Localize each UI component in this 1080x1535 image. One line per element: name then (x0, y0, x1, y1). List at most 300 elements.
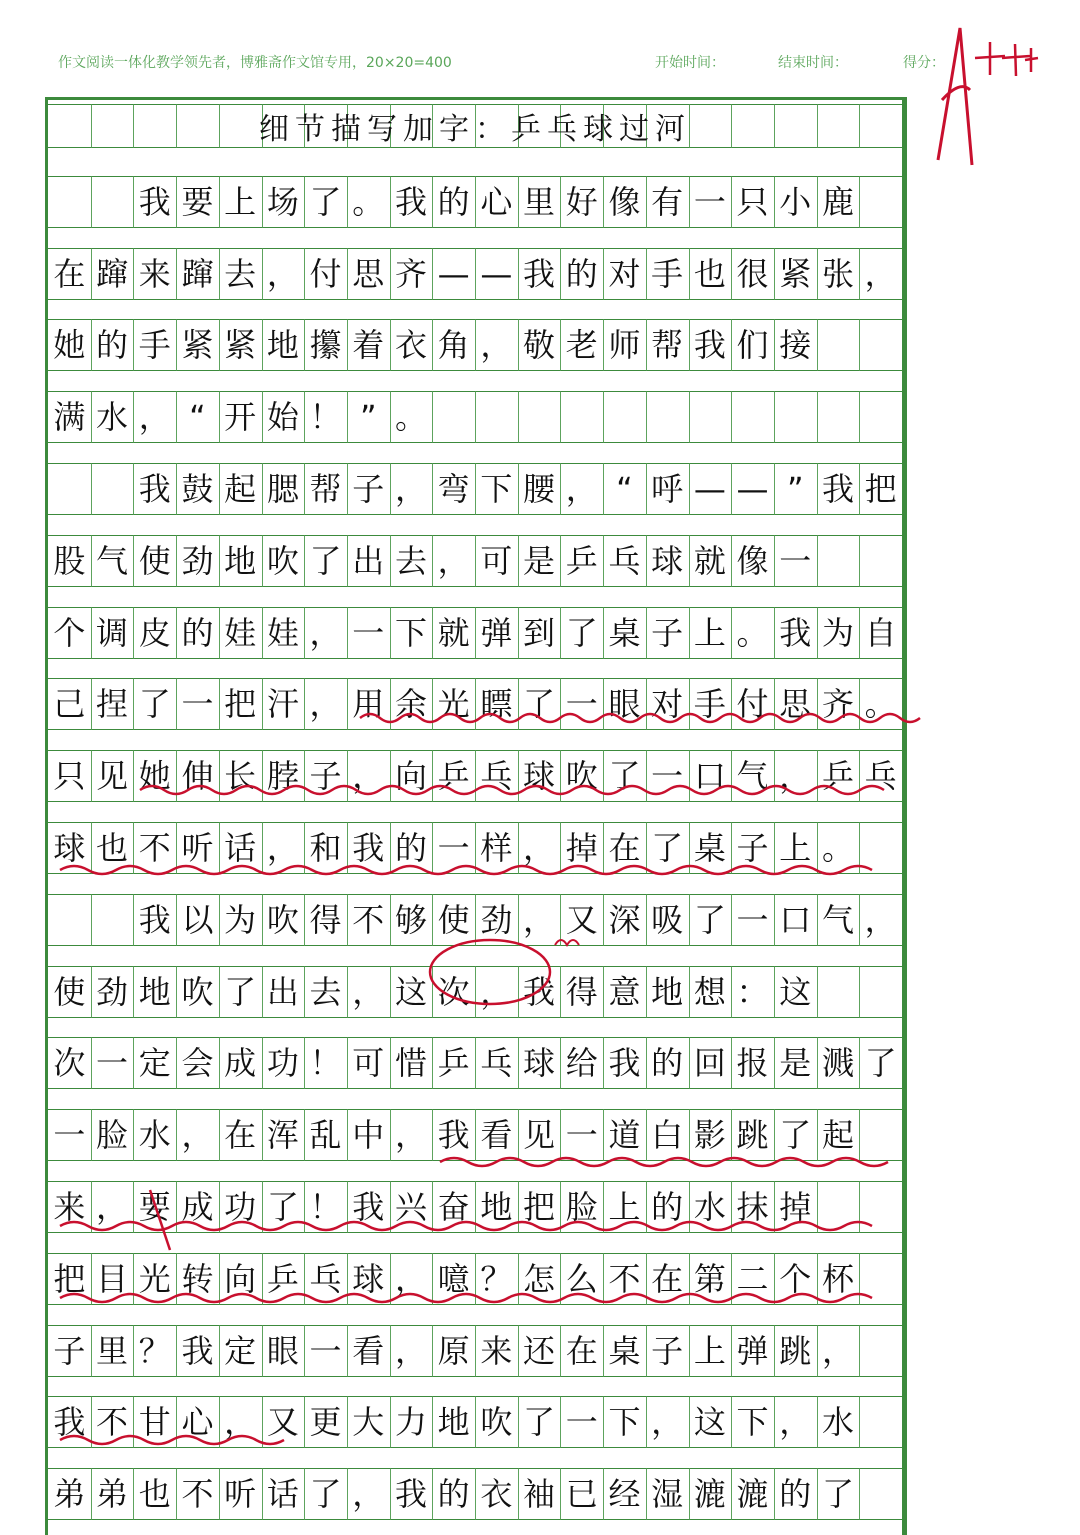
essay-char: 样 (480, 829, 513, 867)
essay-char: 。 (352, 182, 385, 221)
essay-line (48, 894, 902, 946)
essay-char: 抹 (736, 1188, 769, 1226)
essay-char: 地 (480, 1188, 513, 1226)
essay-char: 下 (394, 613, 427, 652)
essay-char: 帮 (309, 470, 342, 508)
essay-char: 成 (181, 1188, 214, 1226)
essay-char: 回 (693, 1044, 726, 1083)
essay-char: ， (138, 398, 171, 437)
essay-char: ： (736, 972, 769, 1011)
essay-char: 紧 (779, 254, 812, 293)
essay-char: 水 (693, 1188, 726, 1226)
essay-char: 我 (138, 470, 171, 508)
essay-char: 眼 (266, 1331, 299, 1370)
essay-char: 次 (53, 1044, 86, 1083)
essay-char: 功 (224, 1188, 257, 1226)
essay-char: 使 (138, 541, 171, 580)
essay-char: 桌 (608, 1331, 641, 1370)
essay-char: 我 (138, 900, 171, 939)
essay-line (48, 248, 902, 300)
essay-char: 汗 (266, 685, 299, 724)
essay-char: 个 (53, 613, 86, 652)
essay-char: ， (779, 757, 812, 796)
essay-char: 去 (309, 972, 342, 1011)
essay-char: 道 (608, 1116, 641, 1155)
essay-char: 长 (224, 757, 257, 796)
essay-char: 想 (693, 972, 726, 1011)
essay-char: 角 (437, 326, 470, 365)
essay-char: ， (96, 1188, 129, 1226)
essay-char: 有 (651, 182, 684, 221)
essay-char: 地 (266, 326, 299, 365)
essay-char: 惜 (394, 1044, 427, 1083)
essay-char: 乓 (608, 541, 641, 580)
essay-char: 的 (779, 1475, 812, 1514)
essay-line-row (48, 1037, 902, 1089)
essay-char: 听 (181, 829, 214, 867)
essay-char: 把 (523, 1188, 556, 1226)
essay-char: 眼 (608, 685, 641, 724)
essay-char: 了 (266, 1188, 299, 1226)
essay-char: 球 (53, 829, 86, 867)
essay-char: — (437, 254, 470, 293)
essay-char (96, 904, 128, 936)
essay-char: 像 (736, 541, 769, 580)
essay-char: 了 (565, 613, 598, 652)
essay-char: 我 (138, 182, 171, 221)
essay-line (48, 176, 902, 228)
essay-char: 够 (394, 900, 427, 939)
essay-line-row (48, 894, 902, 946)
essay-char: 们 (736, 326, 769, 365)
essay-char: 球 (352, 1259, 385, 1298)
essay-char: 乱 (309, 1116, 342, 1155)
essay-char: ， (480, 326, 513, 365)
essay-char: 下 (608, 1403, 641, 1442)
essay-char: 噫 (437, 1259, 470, 1298)
essay-char: 定 (224, 1331, 257, 1370)
essay-char: 在 (224, 1116, 257, 1155)
essay-char: 杯 (821, 1259, 854, 1298)
essay-char: 腰 (523, 470, 556, 508)
essay-line-row (48, 1468, 902, 1520)
essay-char: 娃 (266, 613, 299, 652)
essay-char: 奋 (437, 1188, 470, 1226)
essay-char: ！ (309, 1044, 342, 1083)
essay-char: 怎 (523, 1259, 556, 1298)
essay-char: 蹿 (181, 254, 214, 293)
essay-char: 一 (352, 613, 385, 652)
essay-char: 对 (651, 685, 684, 724)
essay-char: 接 (779, 326, 812, 365)
essay-char: 要 (138, 1188, 171, 1226)
essay-char: 漉 (736, 1475, 769, 1514)
essay-char: ， (523, 900, 556, 939)
essay-char: 吹 (565, 757, 598, 796)
essay-char (53, 904, 85, 936)
essay-char: 在 (565, 1331, 598, 1370)
essay-char: 就 (437, 613, 470, 652)
essay-char: ， (224, 1403, 257, 1442)
essay-char: 吹 (266, 541, 299, 580)
essay-char: 脸 (565, 1188, 598, 1226)
essay-char: ， (394, 1331, 427, 1370)
essay-char: 自 (864, 613, 897, 652)
essay-char: 师 (608, 326, 641, 365)
essay-line-row (48, 463, 902, 515)
essay-char: 见 (523, 1116, 556, 1155)
essay-char: 心 (480, 182, 513, 221)
essay-char: 目 (96, 1259, 129, 1298)
essay-char: 原 (437, 1331, 470, 1370)
essay-line-row (48, 391, 902, 443)
essay-char: 吹 (266, 900, 299, 939)
essay-line (48, 750, 902, 802)
essay-char: 的 (651, 1188, 684, 1226)
essay-char: 出 (352, 541, 385, 580)
essay-char: 我 (693, 326, 726, 365)
essay-char: 也 (96, 829, 129, 867)
essay-char: 地 (138, 972, 171, 1011)
essay-char: 弹 (736, 1331, 769, 1370)
essay-char: 又 (565, 900, 598, 939)
essay-char: 中 (352, 1116, 385, 1155)
essay-char: 的 (96, 326, 129, 365)
essay-char: 子 (736, 829, 769, 867)
essay-char: 一 (565, 1116, 598, 1155)
essay-char: 功 (266, 1044, 299, 1083)
essay-char: 乓 (480, 757, 513, 796)
essay-line (48, 822, 902, 874)
essay-char: 上 (608, 1188, 641, 1226)
essay-char: 向 (394, 757, 427, 796)
essay-char: 了 (309, 182, 342, 221)
essay-char: 我 (608, 1044, 641, 1083)
essay-char: 我 (181, 1331, 214, 1370)
essay-char: 和 (309, 829, 342, 867)
essay-char: 可 (480, 541, 513, 580)
essay-char: 用 (352, 685, 385, 724)
essay-char: 见 (96, 757, 129, 796)
essay-char: 皮 (138, 613, 171, 652)
essay-char: 子 (53, 1331, 86, 1370)
essay-title: 细节描写加字：乒乓球过河 (259, 112, 691, 147)
essay-char: 齐 (394, 254, 427, 293)
essay-char: 乓 (480, 1044, 513, 1083)
essay-char: 球 (523, 1044, 556, 1083)
margin-line (905, 97, 907, 1535)
essay-char: 气 (96, 541, 129, 580)
essay-char: ， (779, 1403, 812, 1442)
essay-line-row (48, 1181, 902, 1233)
essay-char: 里 (96, 1331, 129, 1370)
essay-char: 衣 (480, 1475, 513, 1514)
essay-char: “ (616, 470, 633, 508)
essay-char: 上 (224, 182, 257, 221)
essay-char: — (693, 470, 726, 508)
essay-char: 了 (864, 1044, 897, 1083)
essay-char: ， (821, 1331, 854, 1370)
essay-char: ， (309, 685, 342, 724)
essay-char: 手 (651, 254, 684, 293)
essay-char: 我 (437, 1116, 470, 1155)
essay-char: 捏 (96, 685, 129, 724)
essay-char: 不 (138, 829, 171, 867)
essay-char: 听 (224, 1475, 257, 1514)
essay-char: 来 (480, 1331, 513, 1370)
essay-char: 伸 (181, 757, 214, 796)
essay-char: 就 (693, 541, 726, 580)
essay-char: 一 (96, 1044, 129, 1083)
essay-char: 一 (309, 1331, 342, 1370)
essay-char: 的 (651, 1044, 684, 1083)
essay-char: 一 (736, 900, 769, 939)
essay-char: 我 (779, 613, 812, 652)
essay-char: 吹 (181, 972, 214, 1011)
essay-char: 像 (608, 182, 641, 221)
essay-char: 老 (565, 326, 598, 365)
essay-char: 意 (608, 972, 641, 1011)
essay-char: 跳 (779, 1331, 812, 1370)
essay-char: 劲 (480, 900, 513, 939)
essay-char: 。 (864, 685, 897, 724)
essay-char: 水 (821, 1403, 854, 1442)
essay-char: 腮 (266, 470, 299, 508)
essay-line-row (48, 1325, 902, 1377)
essay-char: 的 (565, 254, 598, 293)
essay-char: 的 (437, 182, 470, 221)
essay-char: 了 (608, 757, 641, 796)
essay-char: 不 (352, 900, 385, 939)
essay-char: 很 (736, 254, 769, 293)
essay-char: 定 (138, 1044, 171, 1083)
essay-char: 深 (608, 900, 641, 939)
essay-char: 得 (309, 900, 342, 939)
essay-line (48, 1037, 902, 1089)
essay-char: 弟 (96, 1475, 129, 1514)
essay-char: ， (266, 254, 299, 293)
essay-char: 为 (821, 613, 854, 652)
essay-char: 思 (779, 685, 812, 724)
essay-char: 张 (821, 254, 854, 293)
essay-line (48, 1181, 902, 1233)
essay-char: 气 (821, 900, 854, 939)
essay-line-row (48, 966, 902, 1018)
essay-char: 脸 (96, 1116, 129, 1155)
essay-char: 上 (693, 1331, 726, 1370)
essay-char: 了 (138, 685, 171, 724)
essay-char: 只 (53, 757, 86, 796)
essay-line (48, 607, 902, 659)
essay-char: 乒 (565, 541, 598, 580)
essay-char: 她 (53, 326, 86, 365)
essay-line-row (48, 1396, 902, 1448)
essay-char: 吸 (651, 900, 684, 939)
essay-char: 乓 (309, 1259, 342, 1298)
essay-char: 了 (779, 1116, 812, 1155)
essay-char: ， (352, 972, 385, 1011)
essay-char: 已 (565, 1475, 598, 1514)
essay-char: 开 (224, 398, 257, 437)
essay-char: 乒 (266, 1259, 299, 1298)
essay-char: 次 (437, 972, 470, 1011)
essay-char: 我 (394, 182, 427, 221)
essay-char: 蹿 (96, 254, 129, 293)
essay-char: ， (864, 254, 897, 293)
essay-char: 场 (266, 182, 299, 221)
essay-char: ！ (309, 398, 342, 437)
essay-char: 地 (651, 972, 684, 1011)
essay-char: 来 (138, 254, 171, 293)
essay-char: 始 (266, 398, 299, 437)
essay-char: 把 (224, 685, 257, 724)
essay-line (48, 1253, 902, 1305)
essay-char: 好 (565, 182, 598, 221)
essay-char: 子 (352, 470, 385, 508)
essay-char: 呼 (651, 470, 684, 508)
essay-char: 不 (181, 1475, 214, 1514)
essay-char: 出 (266, 972, 299, 1011)
essay-char: 把 (53, 1259, 86, 1298)
essay-char: 地 (437, 1403, 470, 1442)
essay-char: 的 (394, 829, 427, 867)
essay-char: 看 (480, 1116, 513, 1155)
essay-char: 水 (138, 1116, 171, 1155)
essay-char: 了 (523, 685, 556, 724)
essay-char: 手 (693, 685, 726, 724)
essay-char: ， (181, 1116, 214, 1155)
essay-char: 得 (565, 972, 598, 1011)
essay-line-row (48, 1253, 902, 1305)
essay-char: ， (394, 470, 427, 508)
paper-header (0, 0, 1080, 100)
essay-char: 地 (224, 541, 257, 580)
essay-char: 看 (352, 1331, 385, 1370)
essay-char: 来 (53, 1188, 86, 1226)
essay-char: 为 (224, 900, 257, 939)
essay-char: ？ (138, 1331, 171, 1370)
essay-char: 我 (352, 1188, 385, 1226)
essay-char: 下 (736, 1403, 769, 1442)
essay-char: 个 (779, 1259, 812, 1298)
essay-char: 在 (608, 829, 641, 867)
essay-line (48, 1396, 902, 1448)
essay-char: 使 (53, 972, 86, 1011)
essay-char: ， (523, 829, 556, 867)
essay-char: 了 (523, 1403, 556, 1442)
essay-char: 这 (779, 972, 812, 1011)
essay-char: 对 (608, 254, 641, 293)
essay-char: 付 (309, 254, 342, 293)
essay-char: 起 (224, 470, 257, 508)
end-time-label: 结束时间： (778, 55, 848, 71)
essay-char: 要 (181, 182, 214, 221)
essay-char: 是 (523, 541, 556, 580)
essay-char: 劲 (96, 972, 129, 1011)
paper-title: 作文阅读一体化教学领先者，博雅斋作文馆专用，20×20=400 (58, 55, 452, 71)
score-label: 得分： (903, 55, 945, 71)
essay-line-row (48, 750, 902, 802)
essay-char: 光 (138, 1259, 171, 1298)
essay-char: 气 (736, 757, 769, 796)
essay-char: 一 (565, 1403, 598, 1442)
essay-char: 起 (821, 1116, 854, 1155)
essay-char: 这 (394, 972, 427, 1011)
essay-line (48, 463, 902, 515)
essay-char: 把 (864, 470, 897, 508)
essay-char: 给 (565, 1044, 598, 1083)
essay-char: 子 (651, 613, 684, 652)
essay-char: 乒 (437, 757, 470, 796)
essay-char: 了 (821, 1475, 854, 1514)
essay-char: 袖 (523, 1475, 556, 1514)
essay-char: 鹿 (821, 182, 854, 221)
essay-char: 的 (181, 613, 214, 652)
essay-char: 是 (779, 1044, 812, 1083)
essay-line (48, 1468, 902, 1520)
essay-char: 使 (437, 900, 470, 939)
essay-char: 乒 (437, 1044, 470, 1083)
essay-char: 子 (309, 757, 342, 796)
essay-char: 球 (523, 757, 556, 796)
essay-line (48, 391, 902, 443)
essay-char: 吹 (480, 1403, 513, 1442)
essay-char: ， (352, 1475, 385, 1514)
essay-char: 脖 (266, 757, 299, 796)
essay-line (48, 535, 902, 587)
essay-char: 敬 (523, 326, 556, 365)
writing-grid (45, 97, 905, 1535)
essay-char: 己 (53, 685, 86, 724)
essay-char: 鼓 (181, 470, 214, 508)
essay-char: 心 (181, 1403, 214, 1442)
essay-char: 向 (224, 1259, 257, 1298)
essay-char: 也 (138, 1475, 171, 1514)
essay-char: 桌 (693, 829, 726, 867)
essay-char: ” (786, 470, 804, 508)
essay-char: 掉 (565, 829, 598, 867)
essay-line-row (48, 319, 902, 371)
essay-char: ， (437, 541, 470, 580)
essay-char: 乓 (864, 757, 897, 796)
essay-char: 会 (181, 1044, 214, 1083)
essay-char (53, 186, 85, 218)
essay-char: 齐 (821, 685, 854, 724)
essay-char: 了 (224, 972, 257, 1011)
essay-char: 我 (523, 254, 556, 293)
essay-char: ， (864, 900, 897, 939)
essay-char: 么 (565, 1259, 598, 1298)
essay-line (48, 1109, 902, 1161)
essay-char: 紧 (224, 326, 257, 365)
essay-char: 浑 (266, 1116, 299, 1155)
essay-char: 只 (736, 182, 769, 221)
essay-char: 桌 (608, 613, 641, 652)
essay-char: 她 (138, 757, 171, 796)
essay-char: 上 (779, 829, 812, 867)
essay-char: 一 (437, 829, 470, 867)
essay-char: 满 (53, 398, 86, 437)
essay-char: ” (359, 398, 377, 437)
essay-char: 成 (224, 1044, 257, 1083)
essay-char: 又 (266, 1403, 299, 1442)
essay-char: ， (394, 1116, 427, 1155)
essay-char: 不 (96, 1403, 129, 1442)
essay-char: 子 (651, 1331, 684, 1370)
essay-char: 在 (651, 1259, 684, 1298)
essay-char: 一 (565, 685, 598, 724)
essay-char: — (736, 470, 769, 508)
